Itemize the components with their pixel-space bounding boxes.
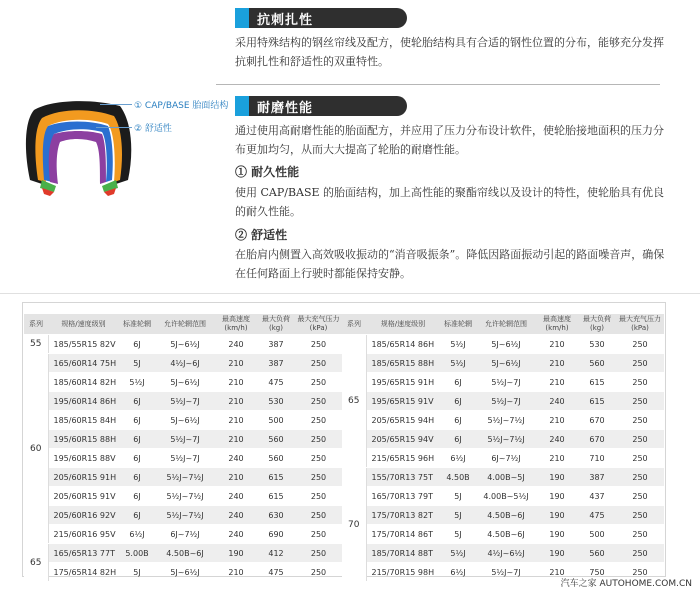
cell-rim: 6½J	[440, 563, 476, 582]
cell-max-pressure: 250	[295, 544, 342, 563]
col-header-size: 规格/速度级别	[366, 314, 440, 335]
cell-max-speed: 210	[215, 468, 257, 487]
cell-max-load: 475	[257, 373, 295, 392]
cell-rim: 5½J	[440, 544, 476, 563]
cell-allowed-rim: 5J~6½J	[155, 373, 215, 392]
cell-max-load: 500	[257, 411, 295, 430]
table-header-row	[342, 314, 664, 335]
cell-series: 60	[24, 354, 48, 544]
table-row	[24, 354, 342, 373]
cell-allowed-rim: 5J~6½J	[476, 354, 536, 373]
cell-max-pressure: 250	[295, 506, 342, 525]
cell-max-load: 530	[578, 335, 616, 354]
table-row	[342, 354, 664, 373]
col-header-allowed-rim: 允许轮辋范围	[155, 314, 215, 335]
table-row	[342, 392, 664, 411]
cell-max-speed: 240	[215, 525, 257, 544]
cell-max-speed: 190	[536, 506, 578, 525]
section-title: 抗刺扎性	[257, 13, 314, 28]
table-header-row	[24, 314, 342, 335]
cell-max-load: 530	[257, 392, 295, 411]
cell-max-speed: 240	[215, 449, 257, 468]
cell-size: 185/65R15 88H	[366, 354, 440, 373]
table-row	[24, 506, 342, 525]
col-header-series: 系列	[342, 314, 366, 335]
label1-leader-line	[100, 104, 132, 105]
cell-size: 195/60R15 88H	[48, 430, 119, 449]
cell-max-pressure: 250	[616, 468, 664, 487]
cell-rim: 5J	[119, 354, 155, 373]
cell-max-load: 615	[257, 487, 295, 506]
cell-max-speed: 210	[536, 335, 578, 354]
cell-max-pressure: 250	[616, 411, 664, 430]
cell-series: 65	[24, 544, 48, 582]
cell-max-speed: 190	[536, 525, 578, 544]
cell-max-speed: 190	[215, 544, 257, 563]
spec-table-left	[24, 314, 342, 582]
subsection-body-comfort: 在胎肩内侧置入高效吸收振动的“消音吸振条”。降低因路面振动引起的路面噪音声，确保在任何路面上行驶时都能保持安静。	[235, 248, 665, 280]
cell-max-load: 670	[578, 411, 616, 430]
cell-max-speed: 210	[215, 411, 257, 430]
cell-max-pressure: 250	[616, 544, 664, 563]
cell-max-load: 387	[257, 335, 295, 354]
table-row	[342, 430, 664, 449]
cell-max-speed: 240	[215, 487, 257, 506]
cell-size: 175/70R14 86T	[366, 525, 440, 544]
cell-rim: 4.50B	[440, 468, 476, 487]
cell-max-load: 615	[578, 392, 616, 411]
cell-rim: 5½J	[119, 373, 155, 392]
tire-cross-section-image	[20, 92, 140, 202]
cell-rim: 5J	[440, 506, 476, 525]
col-header-max-pressure: 最大充气压力 (kPa)	[295, 314, 342, 335]
cell-max-pressure: 250	[616, 449, 664, 468]
cell-size: 215/60R16 95V	[48, 525, 119, 544]
col-header-series: 系列	[24, 314, 48, 335]
cell-rim: 5½J	[440, 335, 476, 354]
cell-size: 165/65R13 77T	[48, 544, 119, 563]
cell-max-speed: 190	[536, 487, 578, 506]
subsection-title-comfort: ② 舒适性	[235, 228, 288, 242]
table-row	[342, 411, 664, 430]
cell-max-pressure: 250	[616, 335, 664, 354]
col-header-max-load: 最大负荷 (kg)	[578, 314, 616, 335]
cell-size: 215/70R15 98H	[366, 563, 440, 582]
cell-max-load: 412	[257, 544, 295, 563]
section-header-accent	[235, 8, 249, 28]
cell-max-load: 387	[257, 354, 295, 373]
cell-size: 185/60R14 82H	[48, 373, 119, 392]
cell-size: 205/65R15 94H	[366, 411, 440, 430]
cell-rim: 6J	[119, 335, 155, 354]
cell-max-load: 690	[257, 525, 295, 544]
cell-size: 195/60R14 86H	[48, 392, 119, 411]
section1-body: 采用特殊结构的钢丝帘线及配方，使轮胎结构具有合适的钢性位置的分布，能够充分发挥抗刺扎性和舒适性的双重特性。	[235, 36, 664, 68]
cell-series: 70	[342, 468, 366, 582]
cell-max-pressure: 250	[616, 430, 664, 449]
cell-max-pressure: 250	[616, 487, 664, 506]
cell-size: 175/65R14 82H	[48, 563, 119, 582]
cell-rim: 5½J	[440, 354, 476, 373]
spec-table-right-body	[342, 335, 664, 582]
cell-max-speed: 240	[536, 392, 578, 411]
cell-rim: 6J	[440, 430, 476, 449]
cell-rim: 6J	[119, 468, 155, 487]
cell-max-speed: 240	[215, 335, 257, 354]
table-row	[342, 525, 664, 544]
cell-allowed-rim: 5J~6½J	[155, 411, 215, 430]
cell-max-speed: 190	[536, 468, 578, 487]
cell-allowed-rim: 5½J~7½J	[476, 430, 536, 449]
cell-allowed-rim: 5½J~7½J	[155, 506, 215, 525]
table-divider	[0, 293, 700, 294]
table-row	[24, 411, 342, 430]
cell-allowed-rim: 5J~6½J	[155, 563, 215, 582]
cell-series: 55	[24, 335, 48, 354]
cell-max-load: 475	[257, 563, 295, 582]
cell-max-pressure: 250	[295, 335, 342, 354]
cell-max-load: 500	[578, 525, 616, 544]
cell-max-speed: 210	[536, 373, 578, 392]
cell-max-speed: 210	[536, 354, 578, 373]
cell-allowed-rim: 5½J~7J	[476, 392, 536, 411]
table-row	[24, 525, 342, 544]
cell-rim: 6J	[119, 506, 155, 525]
cell-size: 175/70R13 82T	[366, 506, 440, 525]
spec-table-right	[342, 314, 664, 582]
cell-size: 205/60R16 92V	[48, 506, 119, 525]
cell-size: 195/65R15 91V	[366, 392, 440, 411]
table-row	[24, 487, 342, 506]
table-row	[342, 468, 664, 487]
cell-size: 165/60R14 75H	[48, 354, 119, 373]
cell-max-pressure: 250	[295, 354, 342, 373]
cell-max-pressure: 250	[295, 392, 342, 411]
table-row	[24, 544, 342, 563]
cell-max-speed: 210	[215, 354, 257, 373]
col-header-rim: 标准轮辋	[119, 314, 155, 335]
cell-max-pressure: 250	[295, 411, 342, 430]
cell-max-load: 710	[578, 449, 616, 468]
cell-max-load: 630	[257, 506, 295, 525]
cell-allowed-rim: 4.50B~6J	[155, 544, 215, 563]
cell-allowed-rim: 4.50B~6J	[476, 506, 536, 525]
table-row	[24, 449, 342, 468]
cell-max-pressure: 250	[616, 392, 664, 411]
cell-rim: 6½J	[440, 449, 476, 468]
cell-max-pressure: 250	[295, 468, 342, 487]
cell-max-speed: 210	[215, 430, 257, 449]
table-row	[24, 468, 342, 487]
watermark-text: 汽车之家 AUTOHOME.COM.CN	[560, 579, 692, 589]
col-header-max-speed: 最高速度 (km/h)	[536, 314, 578, 335]
cell-max-speed: 210	[536, 563, 578, 582]
cell-max-speed: 210	[536, 411, 578, 430]
cell-max-speed: 210	[215, 563, 257, 582]
table-row	[342, 335, 664, 354]
cell-size: 185/65R14 86H	[366, 335, 440, 354]
section-title: 耐磨性能	[257, 101, 314, 116]
cell-max-load: 615	[257, 468, 295, 487]
cell-rim: 6J	[440, 373, 476, 392]
cell-allowed-rim: 4½J~6J	[155, 354, 215, 373]
cell-allowed-rim: 6J~7½J	[476, 449, 536, 468]
cell-allowed-rim: 4½J~6½J	[476, 544, 536, 563]
table-row	[24, 430, 342, 449]
section-header-puncture-resistance	[235, 8, 407, 28]
cell-rim: 5.00B	[119, 544, 155, 563]
cell-allowed-rim: 6J~7½J	[155, 525, 215, 544]
cell-size: 205/65R15 94V	[366, 430, 440, 449]
cell-max-load: 560	[578, 544, 616, 563]
subsection-title-durability: ① 耐久性能	[235, 165, 300, 179]
tire-label-cap-base: ① CAP/BASE 胎面结构	[134, 101, 229, 111]
cell-max-load: 560	[257, 430, 295, 449]
cell-allowed-rim: 5½J~7½J	[155, 487, 215, 506]
tire-label-comfort: ② 舒适性	[134, 124, 172, 134]
cell-max-pressure: 250	[295, 563, 342, 582]
cell-allowed-rim: 4.00B~5½J	[476, 487, 536, 506]
col-header-rim: 标准轮辋	[440, 314, 476, 335]
cell-size: 165/70R13 79T	[366, 487, 440, 506]
cell-max-load: 387	[578, 468, 616, 487]
cell-allowed-rim: 4.00B~5J	[476, 468, 536, 487]
cell-allowed-rim: 5½J~7½J	[155, 468, 215, 487]
cell-max-speed: 210	[215, 392, 257, 411]
cell-allowed-rim: 5½J~7J	[155, 392, 215, 411]
cell-rim: 6½J	[119, 525, 155, 544]
cell-max-speed: 210	[215, 373, 257, 392]
col-header-allowed-rim: 允许轮辋范围	[476, 314, 536, 335]
cell-allowed-rim: 5½J~7J	[155, 430, 215, 449]
cell-max-pressure: 250	[616, 506, 664, 525]
cell-rim: 5J	[440, 487, 476, 506]
section2-body: 通过使用高耐磨性能的胎面配方，并应用了压力分布设计软件，使轮胎接地面积的压力分布更加均匀，从而大大提高了轮胎的耐磨性能。	[235, 124, 664, 156]
cell-max-load: 560	[257, 449, 295, 468]
table-row	[342, 506, 664, 525]
cell-allowed-rim: 5½J~7½J	[476, 411, 536, 430]
table-row	[24, 563, 342, 582]
cell-max-load: 560	[578, 354, 616, 373]
table-row	[24, 335, 342, 354]
cell-max-speed: 240	[215, 506, 257, 525]
cell-rim: 5J	[440, 525, 476, 544]
cell-rim: 6J	[119, 430, 155, 449]
cell-size: 205/60R15 91V	[48, 487, 119, 506]
col-header-max-load: 最大负荷 (kg)	[257, 314, 295, 335]
cell-size: 195/60R15 88V	[48, 449, 119, 468]
subsection-body-durability: 使用 CAP/BASE 的胎面结构，加上高性能的聚酯帘线以及设计的特性，使轮胎具有优良的耐久性能。	[235, 186, 665, 218]
cell-size: 185/55R15 82V	[48, 335, 119, 354]
table-row	[342, 487, 664, 506]
cell-max-load: 615	[578, 373, 616, 392]
cell-rim: 6J	[119, 449, 155, 468]
cell-max-load: 670	[578, 430, 616, 449]
cell-allowed-rim: 5J~6½J	[476, 335, 536, 354]
cell-size: 185/60R15 84H	[48, 411, 119, 430]
cell-allowed-rim: 5½J~7J	[476, 373, 536, 392]
cell-max-load: 750	[578, 563, 616, 582]
cell-max-pressure: 250	[295, 373, 342, 392]
label2-leader-line	[96, 127, 132, 128]
cell-size: 195/65R15 91H	[366, 373, 440, 392]
cell-rim: 6J	[119, 487, 155, 506]
cell-max-load: 437	[578, 487, 616, 506]
cell-max-load: 475	[578, 506, 616, 525]
col-header-size: 规格/速度级别	[48, 314, 119, 335]
cell-max-pressure: 250	[616, 354, 664, 373]
col-header-max-speed: 最高速度 (km/h)	[215, 314, 257, 335]
cell-rim: 5J	[119, 563, 155, 582]
cell-allowed-rim: 5½J~7J	[476, 563, 536, 582]
table-row	[24, 373, 342, 392]
cell-max-pressure: 250	[295, 487, 342, 506]
table-row	[342, 449, 664, 468]
cell-allowed-rim: 4.50B~6J	[476, 525, 536, 544]
cell-rim: 6J	[119, 392, 155, 411]
cell-rim: 6J	[440, 411, 476, 430]
cell-max-pressure: 250	[295, 525, 342, 544]
cell-max-speed: 190	[536, 544, 578, 563]
cell-size: 155/70R13 75T	[366, 468, 440, 487]
cell-max-pressure: 250	[295, 449, 342, 468]
cell-max-pressure: 250	[616, 373, 664, 392]
cell-max-speed: 240	[536, 430, 578, 449]
cell-series: 65	[342, 335, 366, 468]
spec-table-left-body	[24, 335, 342, 582]
section-header-wear-resistance	[235, 96, 407, 116]
table-row	[342, 544, 664, 563]
cell-rim: 6J	[440, 392, 476, 411]
cell-max-speed: 210	[536, 449, 578, 468]
cell-allowed-rim: 5½J~7J	[155, 449, 215, 468]
table-row	[342, 373, 664, 392]
section-header-accent	[235, 96, 249, 116]
cell-size: 215/65R15 96H	[366, 449, 440, 468]
table-row	[24, 392, 342, 411]
cell-size: 205/60R15 91H	[48, 468, 119, 487]
cell-max-pressure: 250	[295, 430, 342, 449]
col-header-max-pressure: 最大充气压力 (kPa)	[616, 314, 664, 335]
cell-max-pressure: 250	[616, 563, 664, 582]
cell-rim: 6J	[119, 411, 155, 430]
section-divider	[216, 84, 660, 85]
cell-allowed-rim: 5J~6½J	[155, 335, 215, 354]
cell-max-pressure: 250	[616, 525, 664, 544]
cell-size: 185/70R14 88T	[366, 544, 440, 563]
